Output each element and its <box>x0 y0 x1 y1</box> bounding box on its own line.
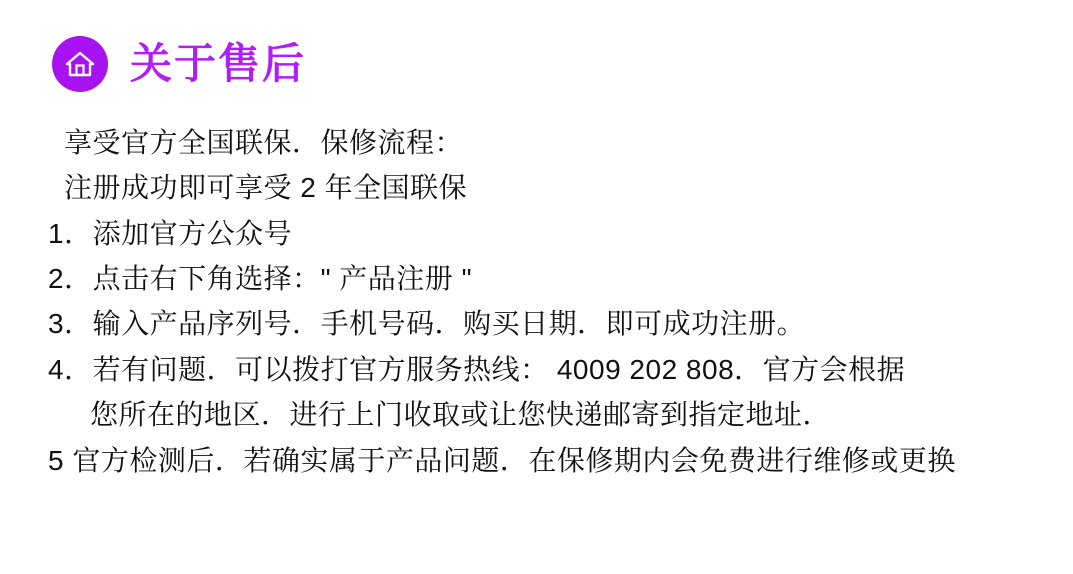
text-line: 享受官方全国联保．保修流程： <box>64 127 464 158</box>
section-header <box>0 0 1073 92</box>
page-title: 关于售后 <box>130 40 307 87</box>
text-line: 5 官方检测后．若确实属于产品问题．在保修期内会免费进行维修或更换 <box>48 444 956 476</box>
home-icon <box>52 36 108 92</box>
text-line: 您所在的地区．进行上门收取或让您快递邮寄到指定地址． <box>90 399 832 431</box>
text-line: 1．添加官方公众号 <box>48 217 293 249</box>
text-line: 4．若有问题．可以拨打官方服务热线： 4009 202 808．官方会根据 <box>48 353 906 385</box>
text-line: 2．点击右下角选择：" 产品注册 " <box>48 263 473 295</box>
text-line: 3．输入产品序列号．手机号码．购买日期．即可成功注册。 <box>48 308 806 340</box>
after-sales-text-block <box>0 92 1073 483</box>
text-line: 注册成功即可享受 2 年全国联保 <box>64 172 468 204</box>
